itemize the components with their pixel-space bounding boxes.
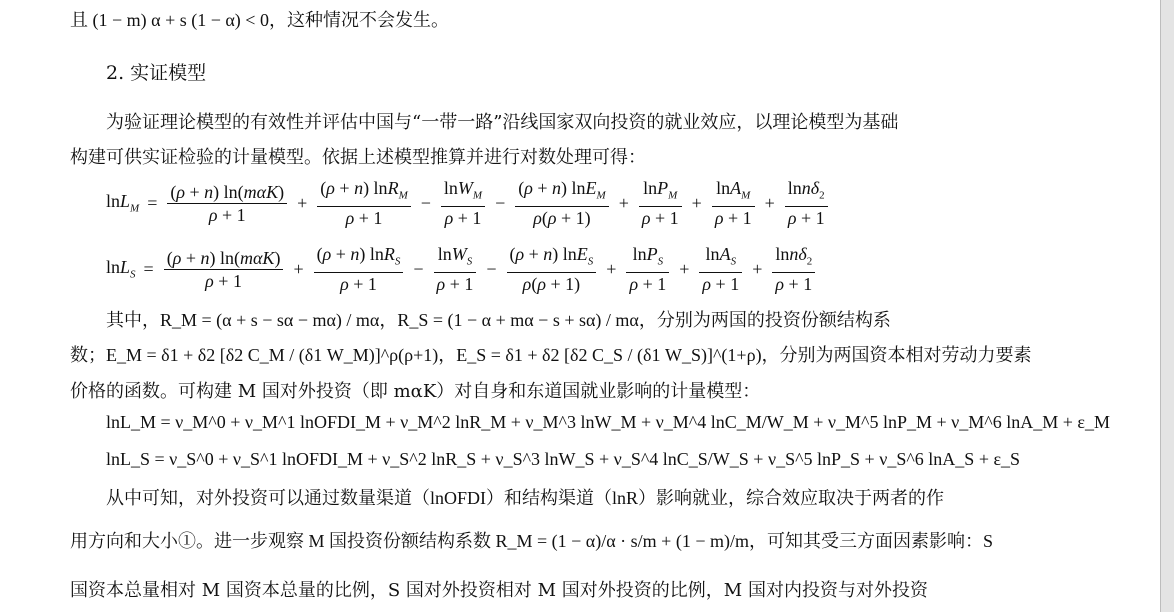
viewer-scroll-edge[interactable]	[1160, 0, 1174, 612]
equation-lnLM: lnL$_M$ = $\frac{\text{(ρ + n) ln(mαK)}}{\rho + 1}$ + $\frac{(\rho + n) \ln R_M}{\rho + 1}$ − $\frac{\ln W_M}{\rho + 1}$ − $\frac{(\rho + n) \ln E_M}{\rho(\rho + 1)}$ + $\frac{\ln P_M}{\rho + 1}$ + $\frac{\ln A_M}{\rho + 1}$ + $\frac{\ln n\delta_2}{\rho + 1}$	[106, 178, 830, 228]
equation-model-M: lnL_M = ν_M^0 + ν_M^1 lnOFDI_M + ν_M^2 lnR_M + ν_M^3 lnW_M + ν_M^4 lnC_M/W_M + ν_M^5 lnP_M + ν_M^6 lnA_M + ε_M	[106, 412, 1110, 432]
para3-line1: 从中可知，对外投资可以通过数量渠道（lnOFDI）和结构渠道（lnR）影响就业，综合效应取决于两者的作	[106, 488, 945, 508]
para1-line2: 构建可供实证检验的计量模型。依据上述模型推算并进行对数处理可得：	[70, 147, 646, 168]
equation-lnLS: lnL$_S$ = $\frac{\text{(ρ + n) ln(mαK)}}{\rho + 1}$ + $\frac{(\rho + n) \ln R_S}{\rho + 1}$ − $\frac{\ln W_S}{\rho + 1}$ − $\frac{(\rho + n) \ln E_S}{\rho(\rho + 1)}$ + $\frac{\ln P_S}{\rho + 1}$ + $\frac{\ln A_S}{\rho + 1}$ + $\frac{\ln n\delta_2}{\rho + 1}$	[106, 244, 817, 294]
para3-line3: 国资本总量相对 M 国资本总量的比例，S 国对外投资相对 M 国对外投资的比例，M 国对内投资与对外投资	[70, 580, 928, 601]
equation-model-S: lnL_S = ν_S^0 + ν_S^1 lnOFDI_M + ν_S^2 lnR_S + ν_S^3 lnW_S + ν_S^4 lnC_S/W_S + ν_S^5 lnP_S + ν_S^6 lnA_S + ε_S	[106, 449, 1021, 469]
intro-line: 且 (1 − m) α + s (1 − α) < 0，这种情况不会发生。	[70, 10, 449, 30]
section-heading: 2. 实证模型	[106, 62, 207, 84]
para2-line2: 数；E_M = δ1 + δ2 [δ2 C_M / (δ1 W_M)]^ρ(ρ+1)，E_S = δ1 + δ2 [δ2 C_S / (δ1 W_S)]^(1+ρ)，分别为两国资本相对劳动力要素	[70, 345, 1032, 365]
para3-line2: 用方向和大小①。进一步观察 M 国投资份额结构系数 R_M = (1 − α)/α · s/m + (1 − m)/m，可知其受三方面因素影响：S	[70, 531, 993, 551]
para2-line1: 其中，R_M = (α + s − sα − mα) / mα，R_S = (1 − α + mα − s + sα) / mα，分别为两国的投资份额结构系	[106, 310, 891, 330]
para2-line3: 价格的函数。可构建 M 国对外投资（即 mαK）对自身和东道国就业影响的计量模型：	[70, 381, 761, 402]
para1-line1: 为验证理论模型的有效性并评估中国与“一带一路”沿线国家双向投资的就业效应，以理论模型为基础	[106, 112, 899, 133]
